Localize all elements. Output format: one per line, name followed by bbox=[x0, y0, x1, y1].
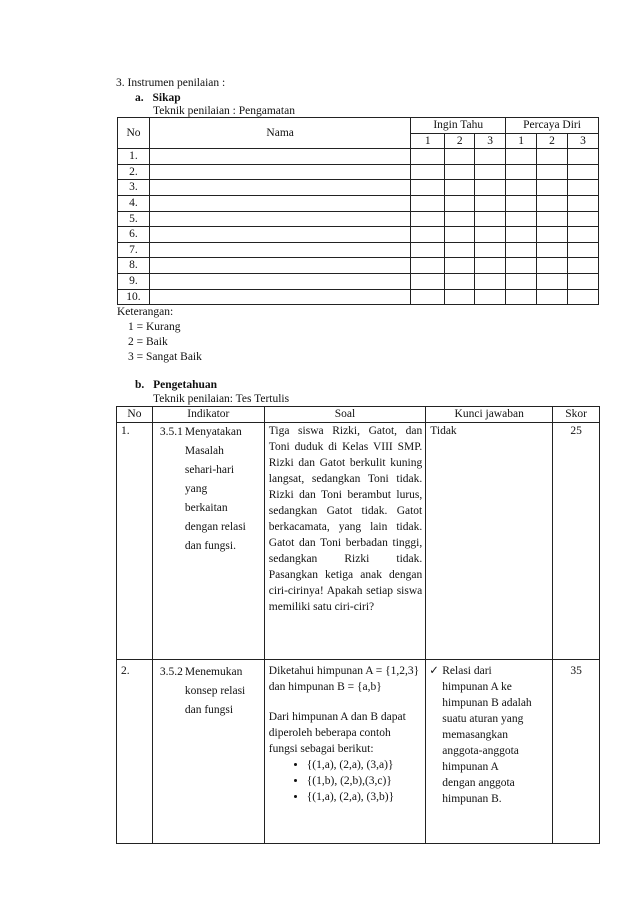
soal-cell bbox=[264, 660, 425, 844]
row-number: 3. bbox=[118, 180, 150, 196]
subsection-label: b. bbox=[135, 379, 145, 391]
kunci-cell: Tidak bbox=[426, 423, 553, 660]
header-indikator: Indikator bbox=[152, 407, 264, 423]
indikator-cell bbox=[152, 423, 264, 660]
name-cell bbox=[149, 180, 410, 196]
table-row bbox=[118, 258, 599, 274]
table-row bbox=[118, 273, 599, 289]
name-cell bbox=[149, 149, 410, 165]
name-cell bbox=[149, 273, 410, 289]
row-number: 10. bbox=[118, 289, 150, 305]
keterangan-item: 3 = Sangat Baik bbox=[128, 351, 202, 363]
name-cell bbox=[149, 195, 410, 211]
pengetahuan-table bbox=[116, 406, 600, 844]
keterangan-item: 1 = Kurang bbox=[128, 321, 181, 333]
soal-paragraph: Diketahui himpunan A = {1,2,3} dan himpunan B = {a,b} bbox=[268, 665, 420, 693]
subsection-label: a. bbox=[135, 92, 144, 104]
subsection-sikap-heading bbox=[135, 91, 181, 105]
header-no: No bbox=[117, 407, 153, 423]
subsection-title: Pengetahuan bbox=[153, 379, 218, 391]
name-cell bbox=[149, 211, 410, 227]
header-no: No bbox=[118, 118, 150, 149]
table-row bbox=[118, 195, 599, 211]
skor-cell: 25 bbox=[553, 423, 600, 660]
section-title: Instrumen penilaian : bbox=[127, 77, 226, 89]
table-row bbox=[117, 423, 600, 660]
kunci-text: Relasi dari himpunan A ke himpunan B adalah suatu aturan yang memasangkan anggota-anggota himpunan A dengan anggota himpunan B. bbox=[442, 665, 532, 805]
row-number: 7. bbox=[118, 242, 150, 258]
row-number: 1. bbox=[118, 149, 150, 165]
teknik-penilaian-pengetahuan: Teknik penilaian: Tes Tertulis bbox=[153, 393, 290, 405]
indikator-cell bbox=[152, 660, 264, 844]
name-cell bbox=[149, 258, 410, 274]
soal-list bbox=[269, 757, 422, 805]
header-percaya-diri: Percaya Diri bbox=[506, 118, 599, 134]
row-number: 2. bbox=[117, 660, 153, 844]
table-row bbox=[118, 180, 599, 196]
table-row bbox=[118, 242, 599, 258]
subsection-pengetahuan-heading bbox=[135, 378, 217, 392]
row-number: 9. bbox=[118, 273, 150, 289]
teknik-penilaian-sikap: Teknik penilaian : Pengamatan bbox=[153, 105, 295, 117]
score-header: 3 bbox=[475, 133, 506, 149]
row-number: 1. bbox=[117, 423, 153, 660]
sikap-table bbox=[117, 117, 599, 305]
indikator-text: Menemukan konsep relasi dan fungsi bbox=[184, 666, 246, 716]
indikator-text: Menyatakan Masalah sehari-hari yang berkaitan dengan relasi dan fungsi. bbox=[184, 426, 246, 552]
score-header: 1 bbox=[411, 133, 445, 149]
list-item: • {(1,a), (2,a), (3,a)} bbox=[307, 757, 422, 773]
header-nama: Nama bbox=[149, 118, 410, 149]
section-heading bbox=[116, 76, 225, 90]
table-row bbox=[118, 227, 599, 243]
name-cell bbox=[149, 227, 410, 243]
name-cell bbox=[149, 242, 410, 258]
soal-paragraph: Dari himpunan A dan B dapat diperoleh beberapa contoh fungsi sebagai berikut: bbox=[268, 711, 406, 755]
keterangan-item: 2 = Baik bbox=[128, 336, 168, 348]
soal-cell: Tiga siswa Rizki, Gatot, dan Toni duduk di Kelas VIII SMP. Rizki dan Gatot berkulit kuning langsat, sedangkan Toni tidak. Rizki dan Toni berambut lurus, sedangkan Gatot tidak. Gatot berkacamata, yang lain tidak. Gatot dan Toni berbadan tinggi, sedangkan Rizki tidak. Pasangkan ketiga anak dengan ciri-cirinya! Apakah setiap siswa memiliki satu ciri-ciri? bbox=[264, 423, 425, 660]
list-item: • {(1,b), (2,b),(3,c)} bbox=[307, 773, 422, 789]
name-cell bbox=[149, 164, 410, 180]
table-row bbox=[118, 164, 599, 180]
score-header: 2 bbox=[445, 133, 475, 149]
header-kunci-jawaban: Kunci jawaban bbox=[426, 407, 553, 423]
section-number: 3. bbox=[116, 77, 125, 89]
checkmark-icon: ✓ bbox=[429, 665, 439, 677]
score-header: 3 bbox=[568, 133, 599, 149]
header-skor: Skor bbox=[553, 407, 600, 423]
row-number: 6. bbox=[118, 227, 150, 243]
table-row bbox=[117, 660, 600, 844]
subsection-title: Sikap bbox=[152, 92, 181, 104]
header-ingin-tahu: Ingin Tahu bbox=[411, 118, 506, 134]
table-row bbox=[118, 289, 599, 305]
score-header: 1 bbox=[506, 133, 537, 149]
name-cell bbox=[149, 289, 410, 305]
table-row bbox=[118, 211, 599, 227]
keterangan-title: Keterangan: bbox=[117, 306, 174, 318]
skor-cell: 35 bbox=[553, 660, 600, 844]
indikator-code: 3.5.2 bbox=[159, 666, 183, 678]
indikator-code: 3.5.1 bbox=[159, 426, 183, 438]
row-number: 4. bbox=[118, 195, 150, 211]
table-row bbox=[118, 149, 599, 165]
score-header: 2 bbox=[537, 133, 568, 149]
kunci-cell bbox=[426, 660, 553, 844]
row-number: 2. bbox=[118, 164, 150, 180]
header-soal: Soal bbox=[264, 407, 425, 423]
row-number: 5. bbox=[118, 211, 150, 227]
row-number: 8. bbox=[118, 258, 150, 274]
list-item: • {(1,a), (2,a), (3,b)} bbox=[307, 789, 422, 805]
